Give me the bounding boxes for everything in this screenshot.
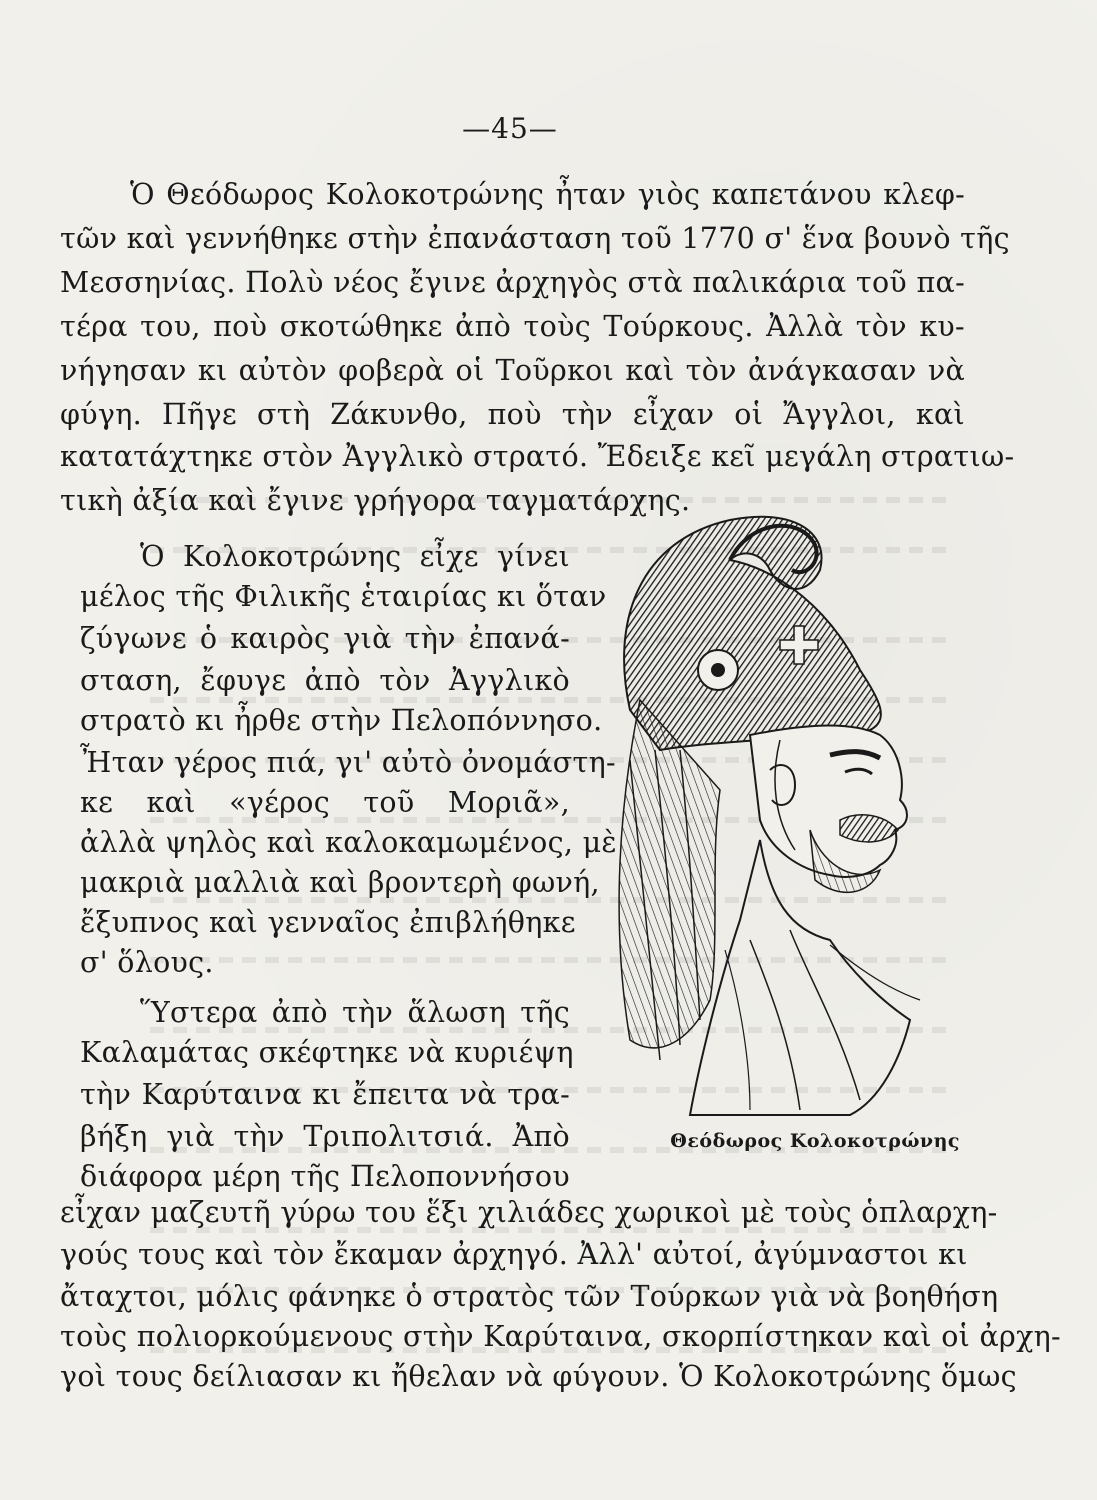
text-line: γούς τους καὶ τὸν ἔκαμαν ἀρχηγό. Ἀλλ' αὐτοί, ἀγύμναστοι κι <box>60 1238 968 1271</box>
text-line: νήγησαν κι αὐτὸν φοβερὰ οἱ Τοῦρκοι καὶ τὸν ἀνάγκασαν νὰ <box>60 354 965 387</box>
text-line: τέρα του, ποὺ σκοτώθηκε ἀπὸ τοὺς Τούρκους. Ἀλλὰ τὸν κυ- <box>60 310 965 343</box>
text-line: Ὁ Θεόδωρος Κολοκοτρώνης ἦταν γιὸς καπετάνου κλεφ- <box>130 178 965 211</box>
text-line: Καλαμάτας σκέφτηκε νὰ κυριέψη <box>80 1036 574 1069</box>
text-line: Ἦταν γέρος πιά, γι' αὐτὸ ὀνομάστη- <box>80 746 616 779</box>
text-line: σταση, ἔφυγε ἀπὸ τὸν Ἀγγλικὸ <box>80 664 570 697</box>
text-line: τοὺς πολιορκούμενους στὴν Καρύταινα, σκορπίστηκαν καὶ οἱ ἀρχη- <box>60 1320 1061 1353</box>
text-line: Ὕστερα ἀπὸ τὴν ἅλωση τῆς <box>140 996 570 1029</box>
text-line: ἀλλὰ ψηλὸς καὶ καλοκαμωμένος, μὲ <box>80 826 618 859</box>
text-line: Μεσσηνίας. Πολὺ νέος ἔγινε ἀρχηγὸς στὰ παλικάρια τοῦ πα- <box>60 266 965 299</box>
text-line: μέλος τῆς Φιλικῆς ἑταιρίας κι ὅταν <box>80 580 607 613</box>
text-line: κε καὶ «γέρος τοῦ Μοριᾶ», <box>80 786 570 819</box>
text-line: διάφορα μέρη τῆς Πελοποννήσου <box>80 1160 570 1193</box>
text-line: τῶν καὶ γεννήθηκε στὴν ἐπανάσταση τοῦ 1770 σ' ἕνα βουνὸ τῆς <box>60 222 1010 255</box>
portrait-caption: Θεόδωρος Κολοκοτρώνης <box>670 1130 960 1152</box>
text-line: ἔξυπνος καὶ γενναῖος ἐπιβλήθηκε <box>80 906 576 939</box>
page-number: —45— <box>462 112 558 145</box>
portrait-illustration <box>600 500 970 1120</box>
text-line: ζύγωνε ὁ καιρὸς γιὰ τὴν ἐπανά- <box>80 622 570 655</box>
text-line: εἶχαν μαζευτῆ γύρω του ἕξι χιλιάδες χωρικοὶ μὲ τοὺς ὁπλαρχη- <box>60 1196 998 1229</box>
text-line: μακριὰ μαλλιὰ καὶ βροντερὴ φωνή, <box>80 866 600 899</box>
text-line: κατατάχτηκε στὸν Ἀγγλικὸ στρατό. Ἔδειξε κεῖ μεγάλη στρατιω- <box>60 440 1015 473</box>
text-line: ἄταχτοι, μόλις φάνηκε ὁ στρατὸς τῶν Τούρκων γιὰ νὰ βοηθήση <box>60 1280 999 1313</box>
text-line: στρατὸ κι ἦρθε στὴν Πελοπόννησο. <box>80 704 603 737</box>
text-line: Ὁ Κολοκοτρώνης εἶχε γίνει <box>140 540 570 573</box>
text-line: τὴν Καρύταινα κι ἔπειτα νὰ τρα- <box>80 1078 570 1111</box>
text-line: φύγη. Πῆγε στὴ Ζάκυνθο, ποὺ τὴν εἶχαν οἱ Ἄγγλοι, καὶ <box>60 398 965 431</box>
text-line: βήξη γιὰ τὴν Τριπολιτσιά. Ἀπὸ <box>80 1120 570 1153</box>
text-line: γοὶ τους δείλιασαν κι ἤθελαν νὰ φύγουν. Ὁ Κολοκοτρώνης ὅμως <box>60 1360 1017 1393</box>
text-line: σ' ὅλους. <box>80 946 214 979</box>
text-line: τικὴ ἀξία καὶ ἔγινε γρήγορα ταγματάρχης. <box>60 484 691 517</box>
